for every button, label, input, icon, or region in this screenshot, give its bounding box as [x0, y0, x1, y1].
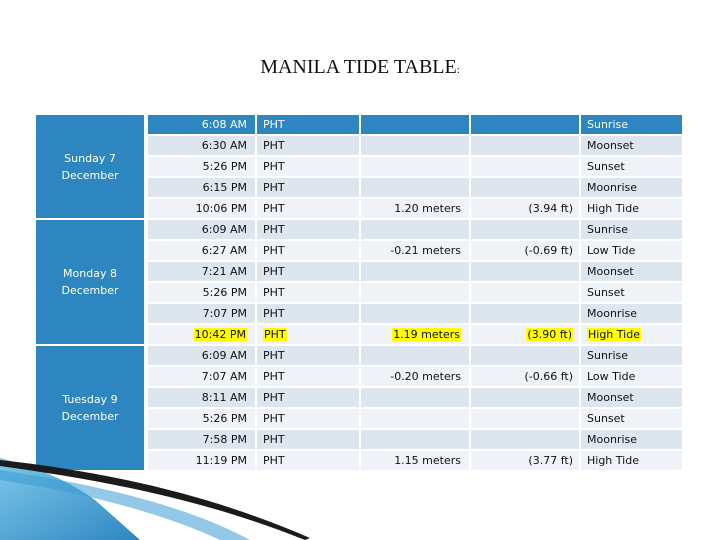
timezone-cell: PHT: [256, 282, 360, 303]
height-meters-cell: [360, 324, 470, 345]
timezone-cell: PHT: [256, 366, 360, 387]
time-cell: [146, 324, 256, 345]
time-cell: 8:11 AM: [146, 387, 256, 408]
height-feet-cell: (-0.69 ft): [470, 240, 580, 261]
table-header-row: [36, 115, 682, 135]
height-feet-cell: [470, 324, 580, 345]
height-meters-cell: [360, 408, 470, 429]
height-meters-cell: -0.20 meters: [360, 366, 470, 387]
highlighted-text: (3.90 ft): [527, 328, 572, 341]
page-title: [0, 56, 720, 79]
height-feet-cell: [470, 156, 580, 177]
height-feet-cell: [470, 387, 580, 408]
highlighted-text: 1.19 meters: [393, 328, 460, 341]
time-cell: 10:06 PM: [146, 198, 256, 219]
height-feet-cell: [470, 408, 580, 429]
time-cell: 6:15 PM: [146, 177, 256, 198]
event-cell: Moonset: [580, 261, 682, 282]
height-feet-cell: (3.94 ft): [470, 198, 580, 219]
height-meters-cell: [360, 429, 470, 450]
height-feet-cell: [470, 115, 580, 135]
event-cell: Moonset: [580, 135, 682, 156]
day-label: Tuesday 9 December: [36, 345, 146, 471]
timezone-cell: PHT: [256, 177, 360, 198]
height-meters-cell: [360, 115, 470, 135]
tide-table: [36, 115, 682, 472]
tide-table-body: [36, 115, 682, 471]
time-cell: 6:27 AM: [146, 240, 256, 261]
timezone-cell: PHT: [256, 219, 360, 240]
height-meters-cell: [360, 135, 470, 156]
time-cell: 7:07 AM: [146, 366, 256, 387]
height-meters-cell: [360, 156, 470, 177]
height-meters-cell: [360, 345, 470, 366]
time-cell: 7:07 PM: [146, 303, 256, 324]
height-meters-cell: -0.21 meters: [360, 240, 470, 261]
time-cell: 6:09 AM: [146, 345, 256, 366]
title-text: MANILA TIDE TABLE: [260, 56, 457, 78]
event-cell: [580, 324, 682, 345]
highlighted-text: High Tide: [588, 328, 640, 341]
height-feet-cell: [470, 303, 580, 324]
time-cell: 7:58 PM: [146, 429, 256, 450]
decorative-swoosh: [0, 440, 330, 540]
height-meters-cell: [360, 282, 470, 303]
time-cell: 6:09 AM: [146, 219, 256, 240]
time-cell: 5:26 PM: [146, 156, 256, 177]
timezone-cell: PHT: [256, 408, 360, 429]
height-feet-cell: [470, 135, 580, 156]
height-feet-cell: [470, 219, 580, 240]
timezone-cell: PHT: [256, 429, 360, 450]
highlighted-text: PHT: [264, 328, 286, 341]
timezone-cell: PHT: [256, 345, 360, 366]
timezone-cell: PHT: [256, 115, 360, 135]
event-cell: Sunset: [580, 282, 682, 303]
time-cell: 6:08 AM: [146, 115, 256, 135]
event-cell: Moonrise: [580, 429, 682, 450]
height-feet-cell: [470, 177, 580, 198]
height-feet-cell: [470, 261, 580, 282]
height-feet-cell: [470, 282, 580, 303]
time-cell: 7:21 AM: [146, 261, 256, 282]
timezone-cell: PHT: [256, 450, 360, 471]
event-cell: Sunset: [580, 408, 682, 429]
event-cell: High Tide: [580, 450, 682, 471]
event-cell: Moonrise: [580, 177, 682, 198]
timezone-cell: PHT: [256, 240, 360, 261]
height-feet-cell: (3.77 ft): [470, 450, 580, 471]
table-row: [36, 219, 682, 240]
event-cell: Low Tide: [580, 240, 682, 261]
title-colon: :: [456, 64, 460, 76]
event-cell: Sunrise: [580, 345, 682, 366]
height-meters-cell: [360, 303, 470, 324]
day-label: Monday 8 December: [36, 219, 146, 345]
height-meters-cell: 1.20 meters: [360, 198, 470, 219]
height-feet-cell: (-0.66 ft): [470, 366, 580, 387]
event-cell: Low Tide: [580, 366, 682, 387]
height-feet-cell: [470, 429, 580, 450]
time-cell: 6:30 AM: [146, 135, 256, 156]
time-cell: 5:26 PM: [146, 282, 256, 303]
event-cell: Moonrise: [580, 303, 682, 324]
timezone-cell: [256, 324, 360, 345]
event-cell: Sunset: [580, 156, 682, 177]
time-cell: 11:19 PM: [146, 450, 256, 471]
height-meters-cell: [360, 177, 470, 198]
height-meters-cell: [360, 261, 470, 282]
timezone-cell: PHT: [256, 303, 360, 324]
event-cell: Sunrise: [580, 115, 682, 135]
timezone-cell: PHT: [256, 261, 360, 282]
height-meters-cell: [360, 219, 470, 240]
day-label: Sunday 7 December: [36, 115, 146, 219]
timezone-cell: PHT: [256, 135, 360, 156]
time-cell: 5:26 PM: [146, 408, 256, 429]
event-cell: Sunrise: [580, 219, 682, 240]
event-cell: Moonset: [580, 387, 682, 408]
height-feet-cell: [470, 345, 580, 366]
timezone-cell: PHT: [256, 387, 360, 408]
timezone-cell: PHT: [256, 198, 360, 219]
timezone-cell: PHT: [256, 156, 360, 177]
height-meters-cell: [360, 387, 470, 408]
table-row: [36, 345, 682, 366]
highlighted-text: 10:42 PM: [194, 328, 246, 341]
event-cell: High Tide: [580, 198, 682, 219]
height-meters-cell: 1.15 meters: [360, 450, 470, 471]
